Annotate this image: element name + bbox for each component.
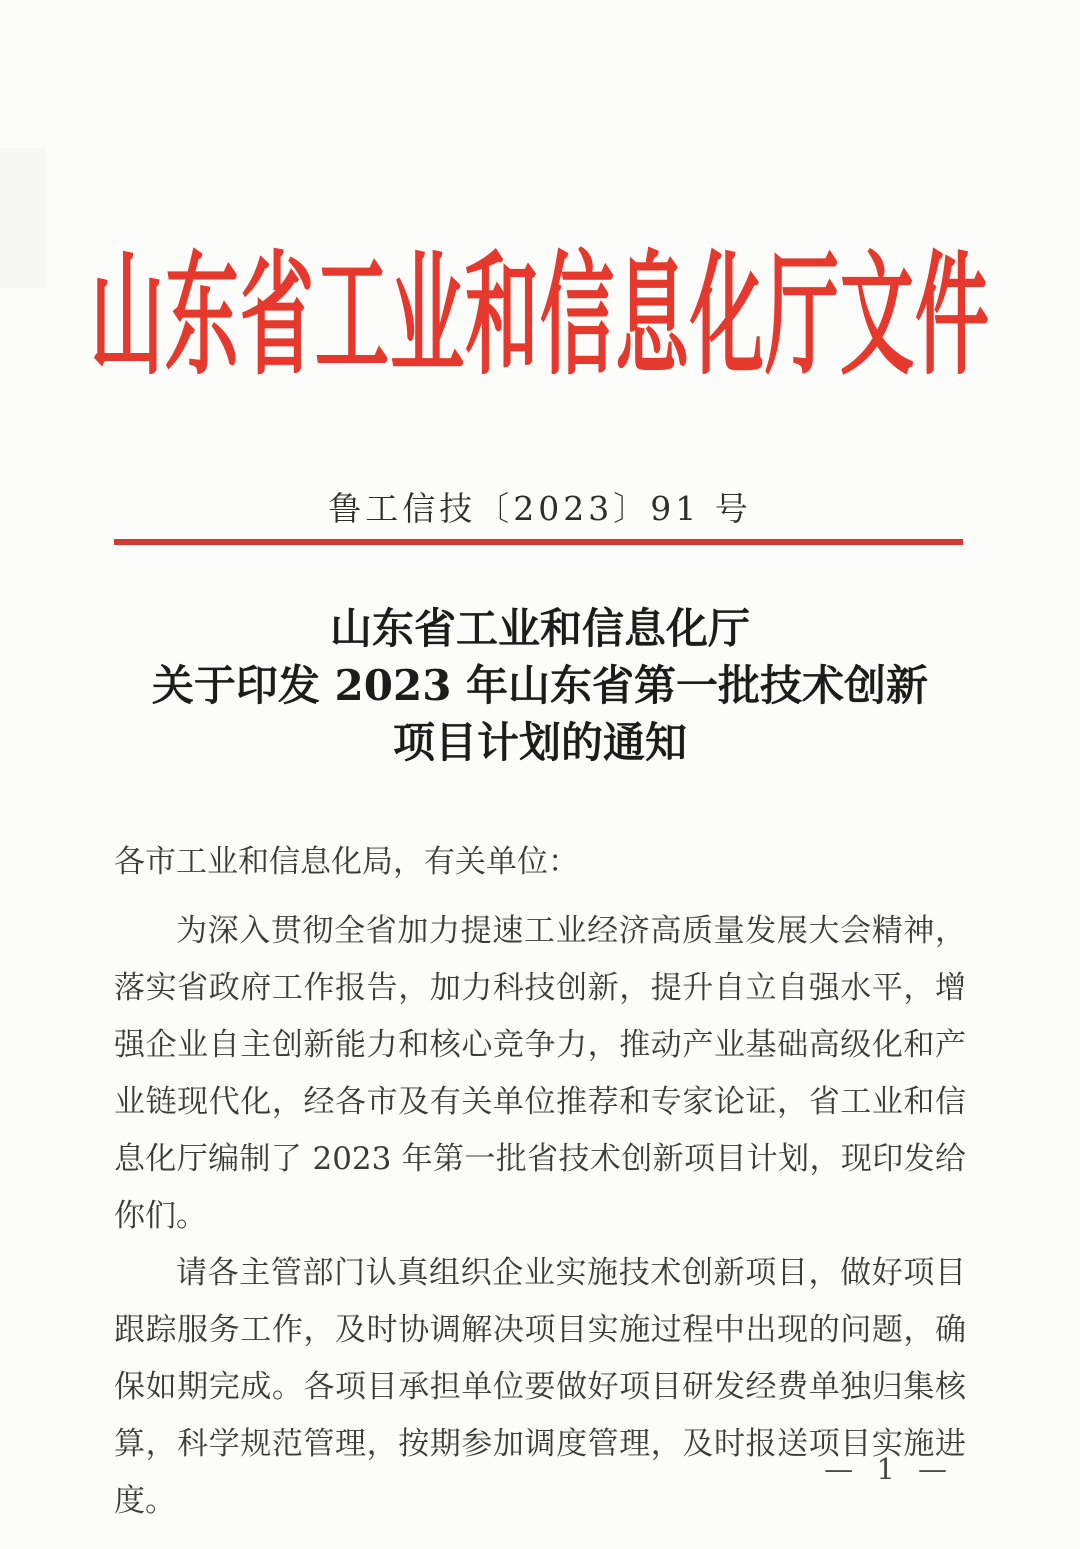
page-number: — 1 — <box>824 1452 954 1486</box>
body-paragraph-2: 请各主管部门认真组织企业实施技术创新项目，做好项目跟踪服务工作，及时协调解决项目实施过程中出现的问题，确保如期完成。各项目承担单位要做好项目研发经费单独归集核算，科学规范管理，按期参加调度管理，及时报送项目实施进度。 <box>114 1255 966 1519</box>
salutation: 各市工业和信息化局，有关单位： <box>114 844 579 880</box>
document-number: 鲁工信技〔2023〕91 号 <box>328 489 752 528</box>
document-title-line-2: 关于印发 2023 年山东省第一批技术创新 <box>151 661 929 710</box>
document-title-line-1: 山东省工业和信息化厅 <box>329 604 750 653</box>
red-header-banner: 山东省工业和信息化厅文件 <box>90 239 990 394</box>
document-title-line-3: 项目计划的通知 <box>392 718 687 767</box>
body-paragraph-1: 为深入贯彻全省加力提速工业经济高质量发展大会精神，落实省政府工作报告，加力科技创新，提升自立自强水平，增强企业自主创新能力和核心竞争力，推动产业基础高级化和产业链现代化，经各市及有关单位推荐和专家论证，省工业和信息化厅编制了 2023 年第一批省技术创新项目计划，现印发给你们。 <box>114 913 966 1234</box>
document-body <box>114 834 966 1530</box>
document-title <box>0 600 1080 771</box>
red-divider-rule <box>114 539 963 545</box>
